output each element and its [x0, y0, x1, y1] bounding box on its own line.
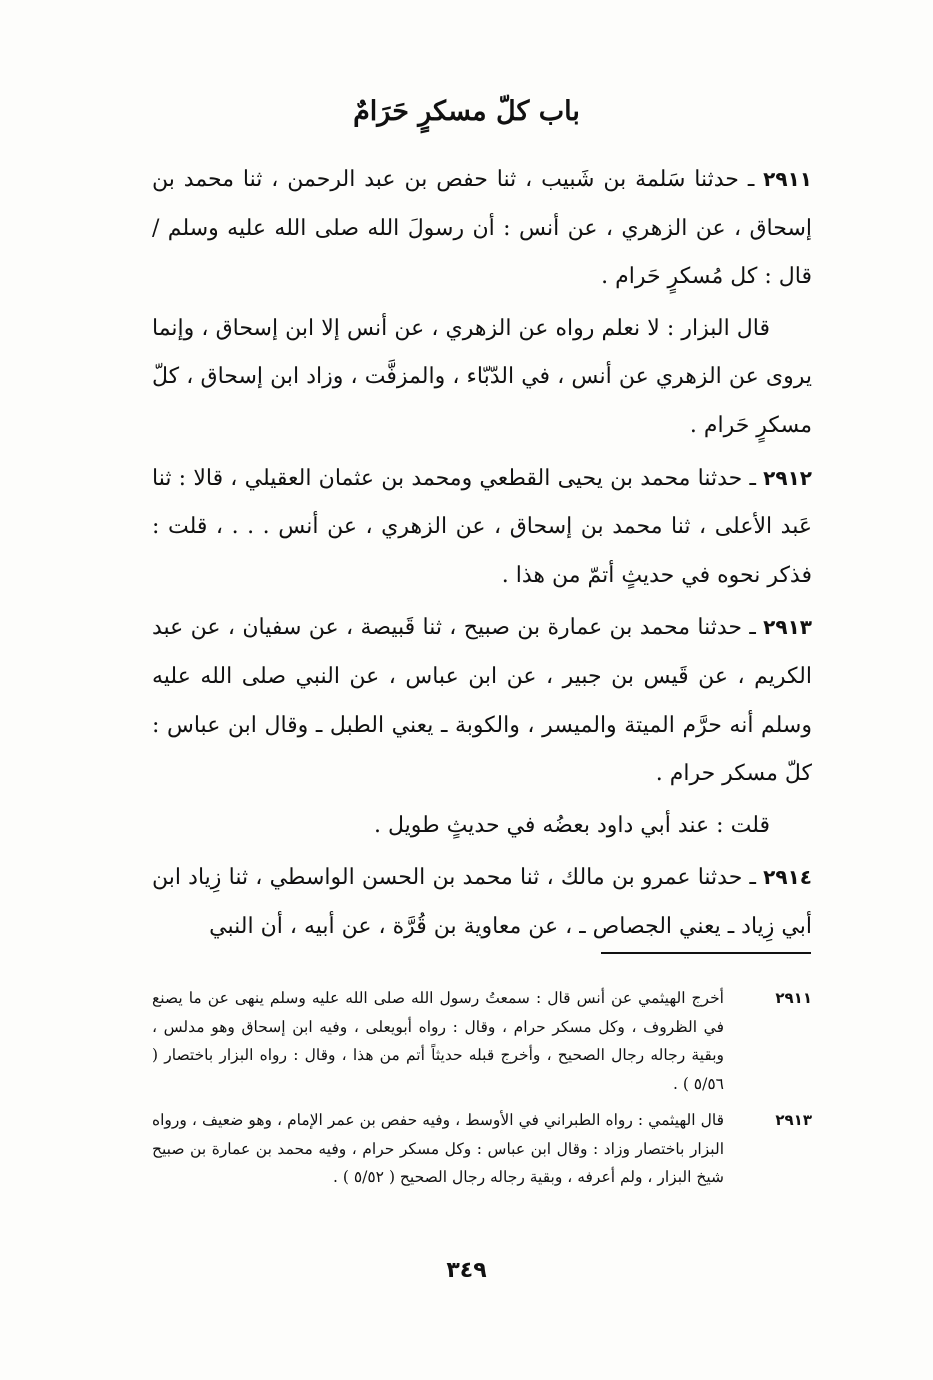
hadith-text: ـ حدثنا محمد بن يحيى القطعي ومحمد بن عثمان العقيلي ، قالا : ثنا عَبد الأعلى ، ثنا محمد بن إسحاق ، عن الزهري ، عن أنس . . . ، قلت : فذكر نحوه في حديثٍ أتمّ من هذا .	[152, 465, 812, 588]
commentary-text: قال البزار : لا نعلم رواه عن الزهري ، عن أنس إلا ابن إسحاق ، وإنما يروى عن الزهري عن أنس ، في الدّبّاء ، والمزفَّت ، وزاد ابن إسحاق ، كلّ مسكرٍ حَرام .	[152, 315, 812, 438]
footnote-text: قال الهيثمي : رواه الطبراني في الأوسط ، وفيه حفص بن عمر الإمام ، وهو ضعيف ، ورواه البزار باختصار وزاد : وقال ابن عباس : وكل مسكر حرام ، وفيه محمد بن عمارة بن صبيح شيخ البزار ، ولم أعرفه ، وبقية رجاله رجال الصحيح ( ٥/٥٢ ) .	[152, 1111, 724, 1186]
hadith-text: ـ حدثنا محمد بن عمارة بن صبيح ، ثنا قَبيصة ، عن سفيان ، عن عبد الكريم ، عن قَيس بن جبير ، عن ابن عباس ، عن النبي صلى الله عليه وسلم أنه حرَّم الميتة والميسر ، والكوبة ـ يعني الطبل ـ وقال ابن عباس : كلّ مسكر حرام .	[152, 615, 812, 787]
hadith-text: ـ حدثنا عمرو بن مالك ، ثنا محمد بن الحسن الواسطي ، ثنا زِياد ابن أبي زِياد ـ يعني الجصاص ـ ، عن معاوية بن قُرَّة ، عن أبيه ، أن النبي	[152, 865, 812, 939]
footnote	[152, 1106, 812, 1192]
hadith-text: ـ حدثنا سَلمة بن شَبيب ، ثنا حفص بن عبد الرحمن ، ثنا محمد بن إسحاق ، عن الزهري ، عن أنس : أن رسولَ الله صلى الله عليه وسلم / قال : كل مُسكرٍ حَرام .	[152, 167, 812, 290]
footnote-text: أخرج الهيثمي عن أنس قال : سمعتُ رسول الله صلى الله عليه وسلم ينهى عن ما يصنع في الظروف ، وكل مسكر حرام ، وقال : رواه أبويعلى ، وفيه ابن إسحاق وهو مدلس ، وبقية رجاله رجال الصحيح ، وأخرج قبله حديثاً أتم من هذا ، وقال : رواه البزار باختصار ( ٥/٥٦ ) .	[152, 989, 724, 1093]
hadith-number: ٢٩١١	[763, 167, 812, 191]
hadith-paragraph	[152, 454, 812, 601]
footnotes	[152, 984, 812, 1200]
commentary-paragraph	[152, 305, 812, 451]
commentary-paragraph	[152, 802, 812, 851]
hadith-paragraph	[152, 603, 812, 798]
hadith-number: ٢٩١٣	[763, 615, 812, 640]
hadith-number: ٢٩١٤	[763, 865, 812, 890]
main-text	[152, 155, 812, 955]
hadith-number: ٢٩١٢	[763, 465, 812, 490]
footnote-number: ٢٩١٣	[775, 1111, 812, 1129]
chapter-title: باب كلّ مسكرٍ حَرَامٌ	[353, 96, 580, 127]
footnote-number: ٢٩١١	[775, 989, 812, 1007]
hadith-paragraph	[152, 155, 812, 302]
commentary-text: قلت : عند أبي داود بعضُه في حديثٍ طويل .	[374, 812, 770, 838]
footnote	[152, 984, 812, 1098]
footnote-divider	[601, 952, 811, 954]
page-number: ٣٤٩	[446, 1258, 487, 1283]
hadith-paragraph	[152, 853, 812, 951]
